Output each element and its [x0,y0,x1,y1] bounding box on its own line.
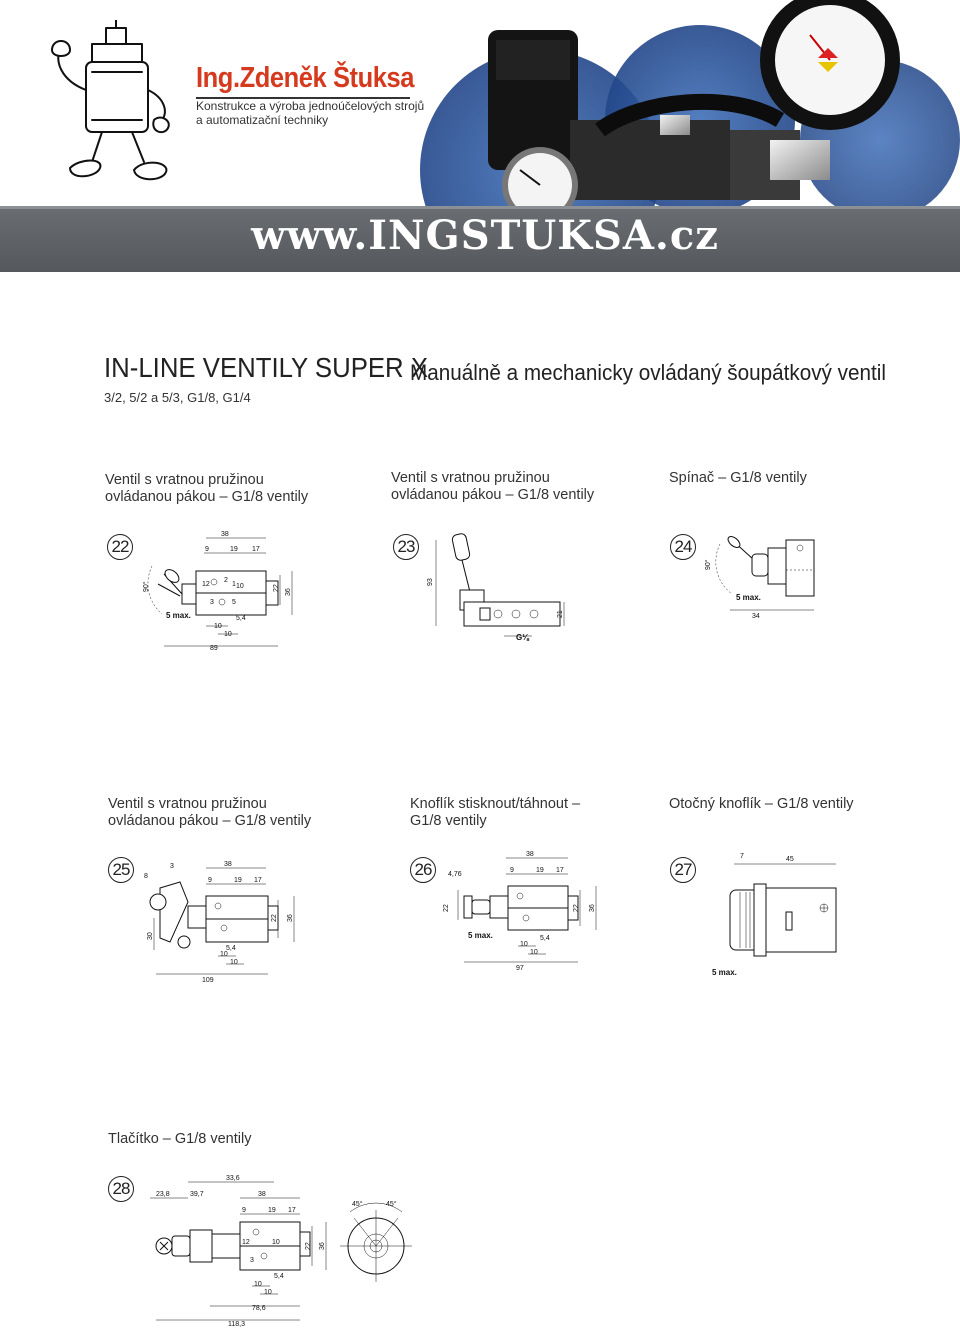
port-28-10: 10 [272,1239,280,1246]
item-number-22: 22 [107,534,133,560]
dim-22-22: 22 [273,584,280,592]
dim-24-34: 34 [752,613,760,620]
brand-name: Ing.Zdeněk Štuksa [196,62,415,94]
dim-26-17: 17 [556,867,564,874]
dim-26-9: 9 [510,867,514,874]
dim-28-38: 38 [258,1191,266,1198]
dim-26-10a: 10 [520,941,528,948]
port-28-12: 12 [242,1239,250,1246]
caption-23-line2: ovládanou pákou – G1/8 ventily [391,487,595,503]
page-spec: 3/2, 5/2 a 5/3, G1/8, G1/4 [104,390,251,405]
dim-25-30: 30 [147,932,154,940]
caption-23-line1: Ventil s vratnou pružinou [391,470,550,486]
dim-22-10b: 10 [224,631,232,638]
item-number-23: 23 [393,534,419,560]
dim-25-22: 22 [271,914,278,922]
caption-25-line2: ovládanou pákou – G1/8 ventily [108,813,312,829]
brand-tagline-line2: a automatizační techniky [196,113,329,127]
dim-28-238: 23,8 [156,1191,170,1198]
dim-22-19: 19 [230,546,238,553]
dim-22-17: 17 [252,546,260,553]
item-number-27: 27 [670,857,696,883]
dim-27-5max: 5 max. [712,968,737,977]
dim-27-7: 7 [740,853,744,860]
caption-28-line1: Tlačítko – G1/8 ventily [108,1131,252,1147]
dim-25-109: 109 [202,977,214,984]
caption-26-line1: Knoflík stisknout/táhnout – [410,796,581,812]
dim-28-22: 22 [305,1242,312,1250]
dim-25-8: 8 [144,873,148,880]
dim-26-22: 22 [573,904,580,912]
dim-25-36: 36 [287,914,294,922]
dim-28-10b: 10 [264,1289,272,1296]
drawing-28 [140,1170,430,1330]
dim-26-97: 97 [516,965,524,972]
product-photo [400,0,960,215]
drawing-22 [138,526,298,654]
dim-28-45a: 45° [352,1201,363,1208]
caption-26-line2: G1/8 ventily [410,813,487,829]
drawing-25 [140,858,310,988]
caption-22 [105,472,308,506]
item-number-24: 24 [670,534,696,560]
dim-28-1183: 118,3 [228,1321,245,1328]
dim-26-54: 5,4 [540,935,550,942]
dim-22-38: 38 [221,531,229,538]
page-header [0,0,960,272]
caption-25 [108,796,311,830]
drawing-26 [440,848,608,974]
port-28-3: 3 [250,1257,254,1264]
dim-28-19: 19 [268,1207,276,1214]
dim-22-10a: 10 [214,623,222,630]
caption-24-line1: Spínač – G1/8 ventily [669,470,807,486]
dim-22-89: 89 [210,645,218,652]
port-22-1: 1 [232,581,236,588]
dim-25-9: 9 [208,877,212,884]
dim-28-9: 9 [242,1207,246,1214]
dim-28-54: 5,4 [274,1273,284,1280]
dim-25-10a: 10 [220,951,228,958]
dim-26-19: 19 [536,867,544,874]
page-title: IN-LINE VENTILY SUPER X [104,352,429,383]
dim-28-45b: 45° [386,1201,397,1208]
dim-28-17: 17 [288,1207,296,1214]
drawing-23 [424,530,574,646]
caption-27-line1: Otočný knoflík – G1/8 ventily [669,796,854,812]
dim-25-19: 19 [234,877,242,884]
dim-22-54: 5,4 [236,615,246,622]
dim-25-17: 17 [254,877,262,884]
drawing-24 [702,530,822,622]
port-22-10: 10 [236,583,244,590]
port-22-2: 2 [224,577,228,584]
dim-25-10b: 10 [230,959,238,966]
caption-28 [108,1131,251,1148]
caption-27 [669,796,854,813]
website-url[interactable]: www.INGSTUKSA.cz [251,212,719,259]
dim-23-93: 93 [427,578,434,586]
dim-24-5max: 5 max. [736,593,761,602]
caption-25-line1: Ventil s vratnou pružinou [108,796,267,812]
dim-22-5max: 5 max. [166,611,191,620]
dim-23-21: 21 [557,610,564,618]
dim-27-45: 45 [786,856,794,863]
caption-22-line2: ovládanou pákou – G1/8 ventily [105,489,309,505]
port-22-12: 12 [202,581,210,588]
caption-26 [410,796,580,830]
item-number-25: 25 [108,857,134,883]
caption-24 [669,470,807,487]
port-22-3: 3 [210,599,214,606]
caption-23 [391,470,594,504]
dim-26-22-left: 22 [443,904,450,912]
dim-28-10a: 10 [254,1281,262,1288]
dim-28-36: 36 [319,1242,326,1250]
dim-26-476: 4,76 [448,871,462,878]
dim-26-5max: 5 max. [468,931,493,940]
dim-28-786: 78,6 [252,1305,266,1312]
drawing-27 [700,848,850,980]
dim-24-90: 90° [705,559,712,570]
dim-22-90: 90° [143,581,150,592]
item-number-28: 28 [108,1176,134,1202]
dim-23-g18: G⅛ [516,633,529,642]
dim-28-397: 39,7 [190,1191,204,1198]
dim-26-38: 38 [526,851,534,858]
dim-26-36: 36 [589,904,596,912]
dim-25-38: 38 [224,861,232,868]
mascot-logo [30,20,190,190]
dim-22-36: 36 [285,588,292,596]
brand-tagline-line1: Konstrukce a výroba jednoúčelových strojů [196,99,425,113]
dim-25-54: 5,4 [226,945,236,952]
dim-26-10b: 10 [530,949,538,956]
item-number-26: 26 [410,857,436,883]
dim-25-3: 3 [170,863,174,870]
caption-22-line1: Ventil s vratnou pružinou [105,472,264,488]
dim-22-9: 9 [205,546,209,553]
port-22-5: 5 [232,599,236,606]
page-subtitle: Manuálně a mechanicky ovládaný šoupátkový ventil [410,360,886,385]
dim-28-336: 33,6 [226,1175,240,1182]
